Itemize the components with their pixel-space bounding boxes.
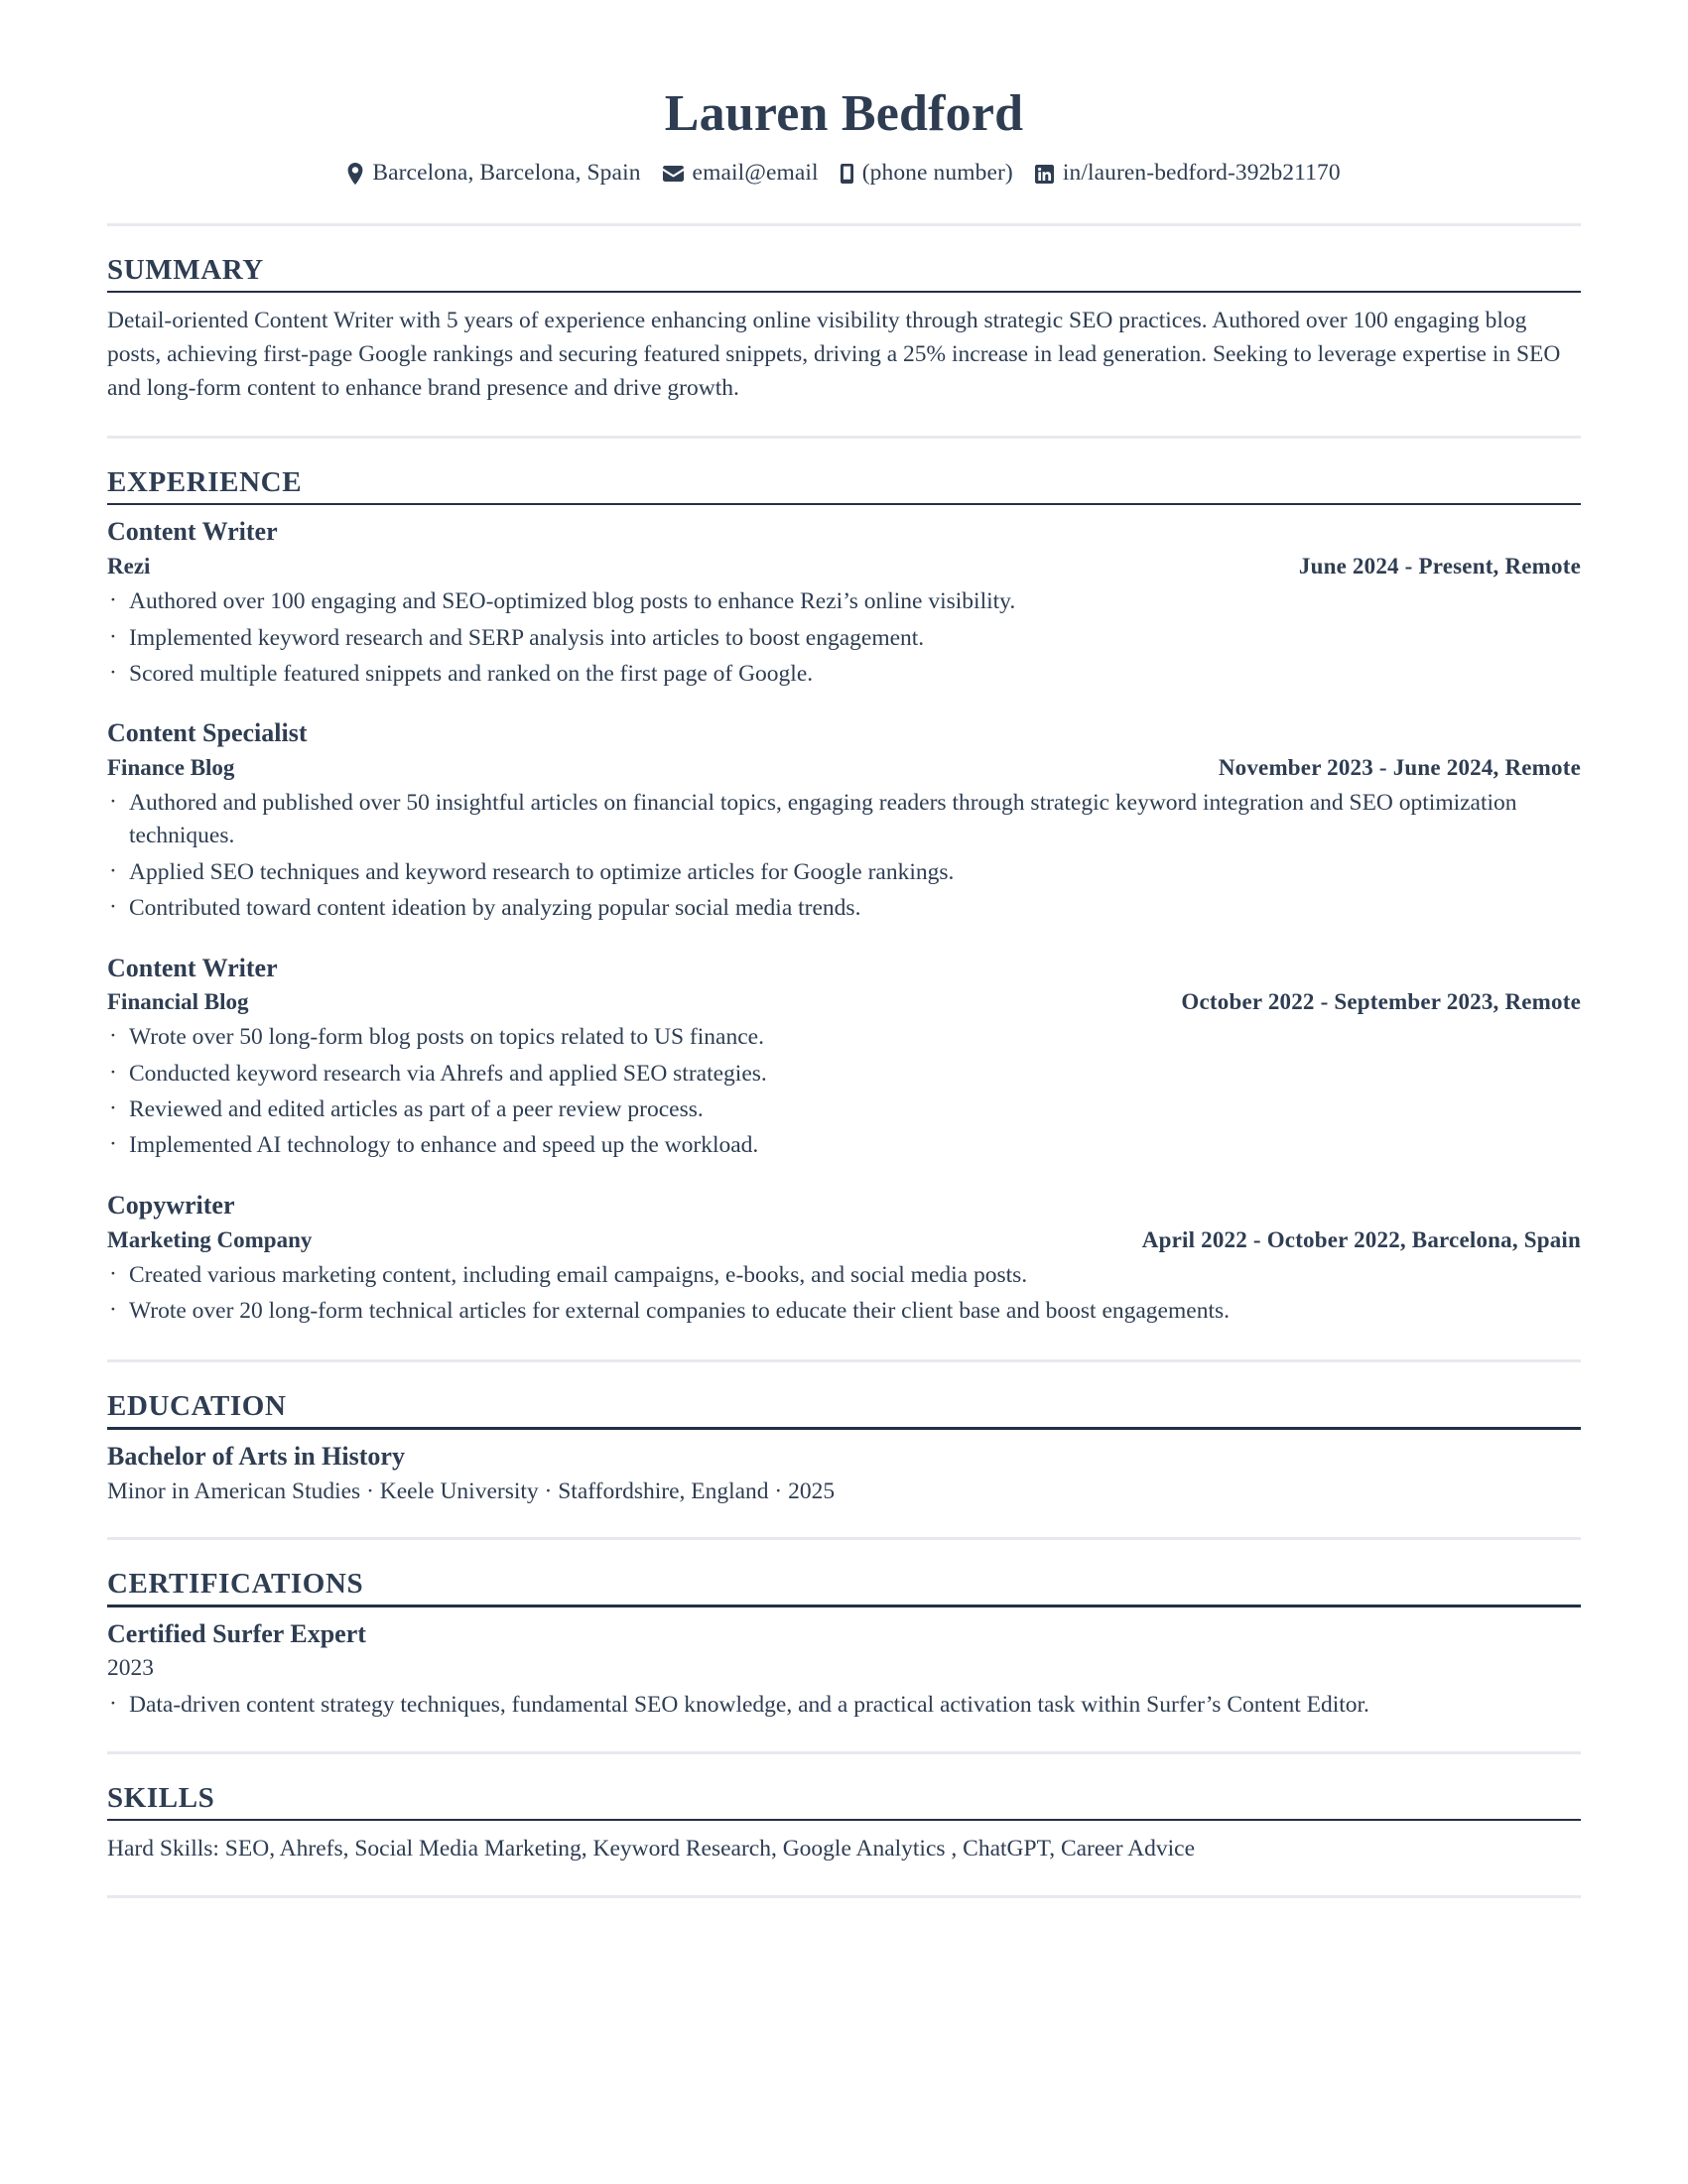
experience-company: Rezi: [107, 554, 151, 579]
experience-job-title: Content Writer: [107, 517, 278, 547]
section-education: [107, 1362, 1581, 1537]
contact-location: [347, 158, 640, 190]
bullet-item: · Authored over 100 engaging and SEO-optimized blog posts to enhance Rezi’s online visibility.: [107, 585, 1581, 618]
experience-job-title: Copywriter: [107, 1190, 235, 1220]
bullet-item: · Wrote over 50 long-form blog posts on topics related to US finance.: [107, 1021, 1581, 1054]
heading-underline: [107, 503, 1581, 505]
bullet-item: · Wrote over 20 long-form technical articles for external companies to educate their client base and boost engagements.: [107, 1295, 1581, 1328]
contact-phone-text: (phone number): [861, 160, 1013, 187]
experience-dates-location: October 2022 - September 2023, Remote: [1181, 989, 1581, 1015]
certification-entry-list: [107, 1617, 1581, 1751]
section-certifications: [107, 1540, 1581, 1750]
experience-dates-location: April 2022 - October 2022, Barcelona, Spain: [1141, 1226, 1581, 1252]
linkedin-icon: [1035, 165, 1054, 184]
mobile-phone-icon: [841, 164, 853, 184]
section-heading-skills: SKILLS: [107, 1781, 215, 1814]
skills-text: Hard Skills: SEO, Ahrefs, Social Media Marketing, Keyword Research, Google Analytics , ChatGPT, Career Advice: [107, 1836, 1195, 1863]
envelope-icon: [663, 166, 684, 182]
bullet-item: · Implemented keyword research and SERP analysis into articles to boost engagement.: [107, 622, 1581, 655]
candidate-name: Lauren Bedford: [664, 85, 1024, 142]
experience-company: Financial Blog: [107, 989, 249, 1015]
heading-underline: [107, 1427, 1581, 1429]
section-heading-experience: EXPERIENCE: [107, 465, 303, 498]
section-experience: [107, 439, 1581, 1359]
contact-linkedin-text: in/lauren-bedford-392b21170: [1062, 160, 1341, 187]
bullet-item: · Created various marketing content, including email campaigns, e-books, and social media posts.: [107, 1259, 1581, 1292]
education-entry: [107, 1440, 1581, 1508]
contact-email[interactable]: [663, 158, 819, 190]
contact-location-text: Barcelona, Barcelona, Spain: [372, 160, 641, 187]
contact-linkedin[interactable]: [1035, 158, 1341, 190]
bullet-item: · Contributed toward content ideation by analyzing popular social media trends.: [107, 892, 1581, 925]
experience-dates-location: June 2024 - Present, Remote: [1298, 554, 1581, 579]
experience-entry: [107, 515, 1581, 691]
experience-bullet-list: [107, 787, 1581, 925]
certification-year: 2023: [107, 1654, 154, 1681]
summary-text: Detail-oriented Content Writer with 5 years of experience enhancing online visibility through strategic SEO practices. Authored over 100 engaging blog posts, achieving first-page Google rankings and securing featured snippets, driving a 25% increase in lead generation. Seeking to leverage expertise in SEO and long-form content to enhance brand presence and drive growth.: [107, 308, 1561, 402]
bullet-item: · Data-driven content strategy techniques, fundamental SEO knowledge, and a practical activation task within Surfer’s Content Editor.: [107, 1689, 1581, 1722]
bullet-item: · Conducted keyword research via Ahrefs and applied SEO strategies.: [107, 1058, 1581, 1091]
experience-company: Finance Blog: [107, 755, 235, 781]
certification-entry: [107, 1617, 1581, 1722]
experience-job-title: Content Specialist: [107, 718, 308, 748]
experience-job-title: Content Writer: [107, 953, 278, 982]
resume-header: [107, 62, 1581, 190]
experience-meta-row: [107, 986, 1581, 1017]
experience-bullet-list: [107, 1021, 1581, 1162]
bullet-item: · Authored and published over 50 insightful articles on financial topics, engaging readers through strategic keyword integration and SEO optimization techniques.: [107, 787, 1581, 853]
contact-info-line: [107, 158, 1581, 190]
experience-bullet-list: [107, 585, 1581, 691]
heading-underline: [107, 291, 1581, 293]
certification-name: Certified Surfer Expert: [107, 1618, 366, 1648]
page-bottom-space: [107, 1898, 1581, 2047]
contact-phone: [841, 158, 1013, 190]
experience-entry: [107, 1189, 1581, 1329]
experience-meta-row: [107, 1224, 1581, 1255]
section-heading-certifications: CERTIFICATIONS: [107, 1568, 364, 1601]
experience-company: Marketing Company: [107, 1226, 313, 1252]
education-entry-list: [107, 1440, 1581, 1538]
bullet-item: · Applied SEO techniques and keyword research to optimize articles for Google rankings.: [107, 856, 1581, 889]
heading-underline: [107, 1605, 1581, 1606]
section-summary: [107, 226, 1581, 436]
education-degree: Bachelor of Arts in History: [107, 1441, 405, 1471]
experience-entry-list: [107, 515, 1581, 1359]
experience-entry: [107, 952, 1581, 1163]
bullet-item: · Scored multiple featured snippets and ranked on the first page of Google.: [107, 658, 1581, 691]
experience-dates-location: November 2023 - June 2024, Remote: [1218, 755, 1581, 781]
section-heading-education: EDUCATION: [107, 1390, 287, 1423]
section-skills: [107, 1754, 1581, 1895]
bullet-item: · Implemented AI technology to enhance and speed up the workload.: [107, 1129, 1581, 1162]
location-pin-icon: [347, 163, 363, 185]
experience-entry: [107, 716, 1581, 925]
certification-bullet-list: [107, 1689, 1581, 1722]
experience-meta-row: [107, 752, 1581, 783]
experience-meta-row: [107, 551, 1581, 581]
contact-email-text: email@email: [692, 160, 819, 187]
heading-underline: [107, 1819, 1581, 1821]
bullet-item: · Reviewed and edited articles as part of a peer review process.: [107, 1093, 1581, 1126]
section-heading-summary: SUMMARY: [107, 254, 264, 287]
experience-bullet-list: [107, 1259, 1581, 1329]
education-details: Minor in American Studies · Keele University · Staffordshire, England · 2025: [107, 1477, 836, 1504]
